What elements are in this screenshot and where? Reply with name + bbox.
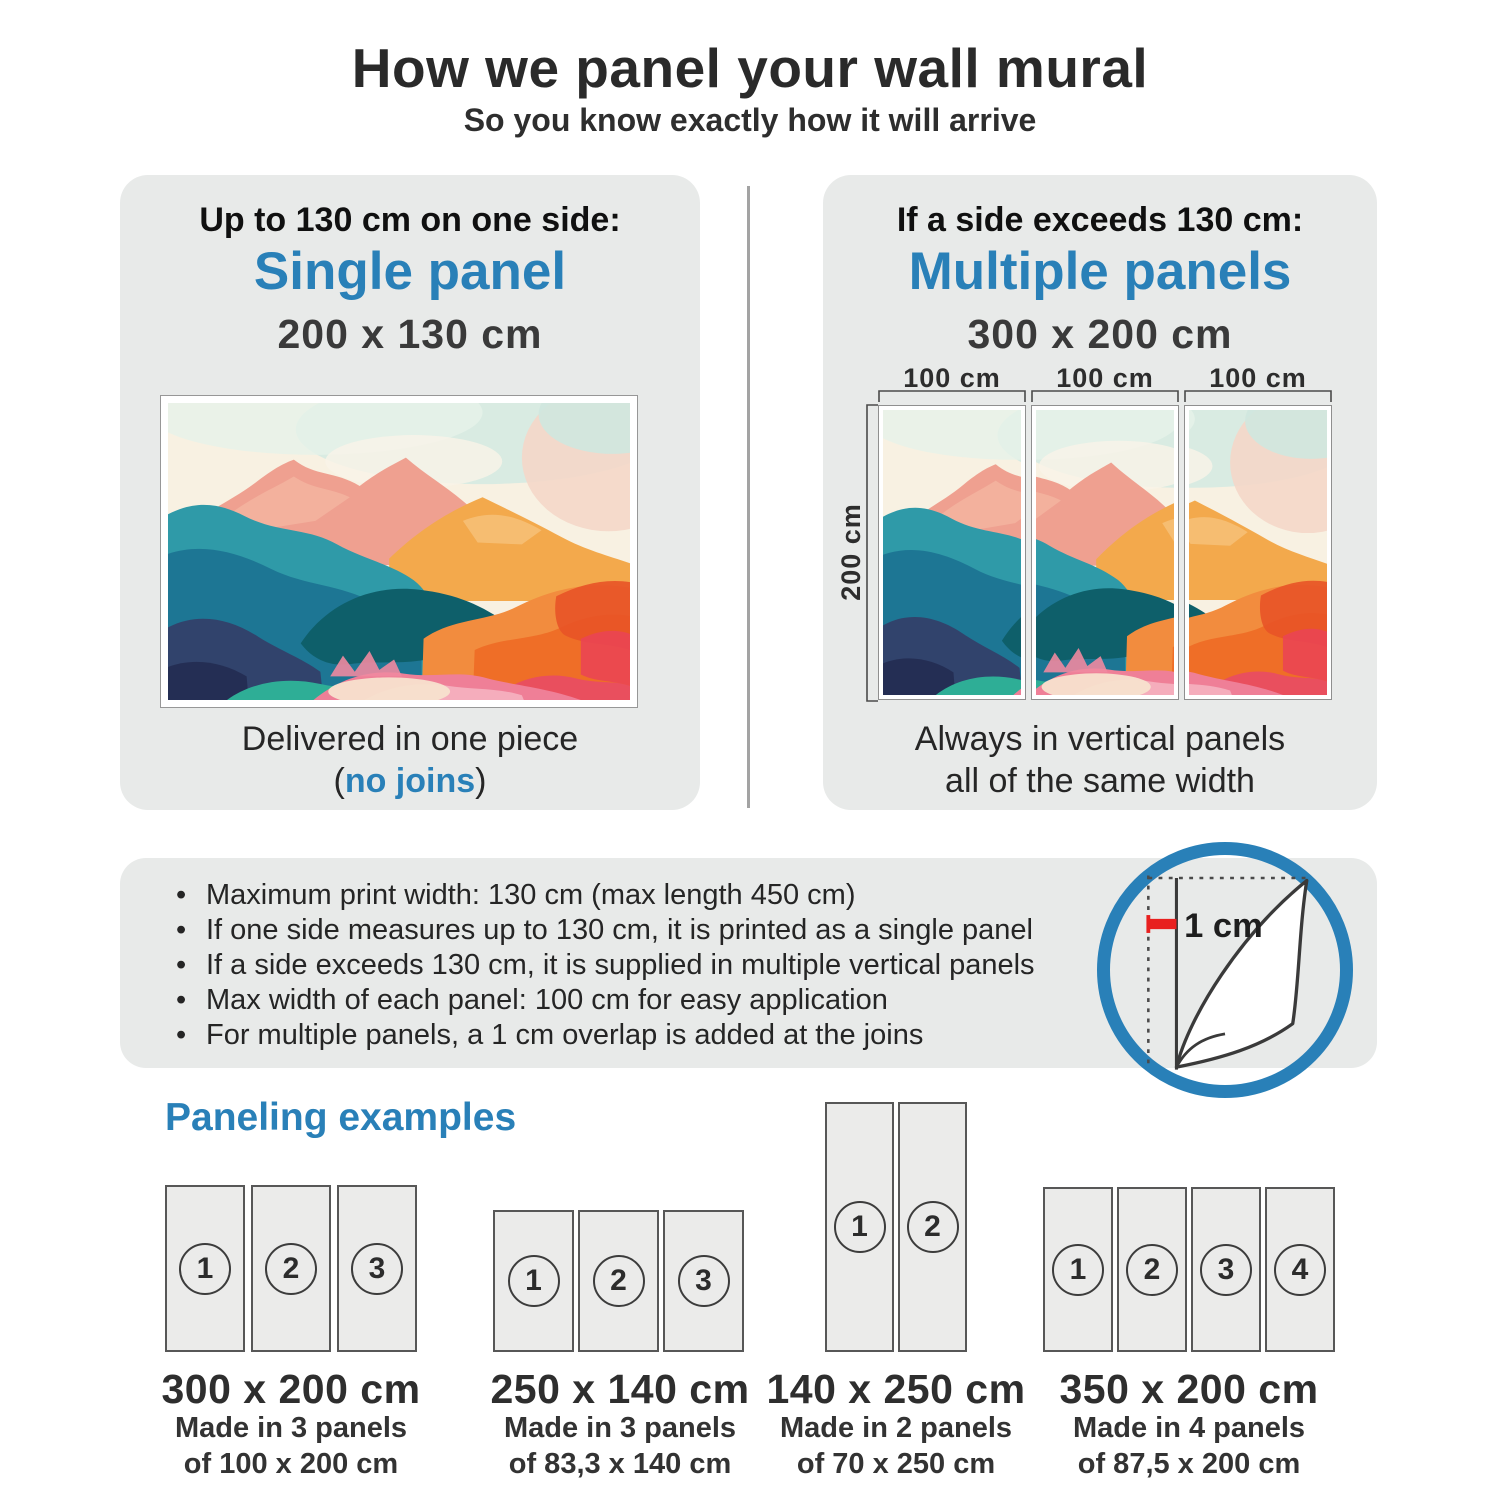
- info-bullet: • For multiple panels, a 1 cm overlap is added at the joins: [176, 1018, 1035, 1053]
- overlap-badge: [1097, 842, 1353, 1098]
- panel-number-badge: 4: [1274, 1244, 1326, 1296]
- example-4-of: of 87,5 x 200 cm: [1077, 1448, 1301, 1480]
- panel-number-badge: 2: [593, 1255, 645, 1307]
- panel-number-badge: 1: [1052, 1244, 1104, 1296]
- mural-panel-3: [1184, 405, 1332, 700]
- width-label-2: 100 cm: [1056, 363, 1154, 393]
- example-3-panel-1: [825, 1102, 894, 1352]
- height-label: 200 cm: [836, 503, 866, 601]
- example-2-description: [504, 1410, 736, 1482]
- example-4-size: 350 x 200 cm: [1059, 1366, 1319, 1412]
- example-1-made: Made in 3 panels: [174, 1412, 408, 1444]
- multiple-panels-condition: If a side exceeds 130 cm:: [896, 201, 1304, 239]
- multiple-panels-caption-line2: all of the same width: [945, 762, 1255, 800]
- example-2-made: Made in 3 panels: [503, 1412, 737, 1444]
- multiple-panels-size: 300 x 200 cm: [967, 311, 1233, 357]
- width-dimension-bracket: [823, 389, 1377, 403]
- multiple-panels-caption-line1: Always in vertical panels: [914, 720, 1286, 758]
- panel-number-badge: 3: [678, 1255, 730, 1307]
- single-panel-size: 200 x 130 cm: [277, 311, 543, 357]
- no-joins-text: no joins: [344, 762, 476, 800]
- example-3-made: Made in 2 panels: [779, 1412, 1013, 1444]
- example-4-description: [1073, 1410, 1305, 1482]
- example-4-panel-3: [1191, 1187, 1261, 1352]
- example-2-of: of 83,3 x 140 cm: [508, 1448, 732, 1480]
- example-4-made: Made in 4 panels: [1072, 1412, 1306, 1444]
- paren-open: (: [333, 762, 345, 800]
- panel-number-badge: 3: [351, 1243, 403, 1295]
- info-bullet-list: [176, 878, 1035, 1053]
- single-panel-condition: Up to 130 cm on one side:: [199, 201, 621, 239]
- single-panel-caption-line1: Delivered in one piece: [241, 720, 579, 758]
- info-bullet: • If one side measures up to 130 cm, it is printed as a single panel: [176, 913, 1035, 948]
- page-curl-icon: [1110, 855, 1340, 1085]
- single-panel-caption-line2: [120, 762, 700, 801]
- mural-slice-3-icon: [1189, 410, 1327, 695]
- example-4-panel-2: [1117, 1187, 1187, 1352]
- mural-slice-1-icon: [883, 410, 1021, 695]
- panel-number-badge: 2: [265, 1243, 317, 1295]
- width-label-3: 100 cm: [1209, 363, 1307, 393]
- example-3-of: of 70 x 250 cm: [796, 1448, 996, 1480]
- example-1-size: 300 x 200 cm: [161, 1366, 421, 1412]
- example-1-panel-3: [337, 1185, 417, 1352]
- page-title: How we panel your wall mural: [351, 37, 1149, 99]
- examples-heading: Paneling examples: [165, 1096, 517, 1139]
- example-4-panel-4: [1265, 1187, 1335, 1352]
- panel-number-badge: 1: [834, 1201, 886, 1253]
- panel-number-badge: 3: [1200, 1244, 1252, 1296]
- info-bullet: • If a side exceeds 130 cm, it is supplied in multiple vertical panels: [176, 948, 1035, 983]
- example-1-panel-2: [251, 1185, 331, 1352]
- example-3-panel-2: [898, 1102, 967, 1352]
- single-panel-mural-image: [160, 395, 638, 708]
- panel-number-badge: 1: [179, 1243, 231, 1295]
- panel-number-badge: 2: [907, 1201, 959, 1253]
- width-label-1: 100 cm: [903, 363, 1001, 393]
- info-bullet: • Max width of each panel: 100 cm for easy application: [176, 983, 1035, 1018]
- example-1-panel-1: [165, 1185, 245, 1352]
- example-2-panel-1: [493, 1210, 574, 1352]
- height-dimension-bracket: [865, 403, 879, 703]
- page-subtitle: So you know exactly how it will arrive: [463, 102, 1037, 138]
- cards-divider: [747, 186, 750, 808]
- paren-close: ): [475, 762, 487, 800]
- info-bullet: • Maximum print width: 130 cm (max length 450 cm): [176, 878, 1035, 913]
- panel-number-badge: 1: [508, 1255, 560, 1307]
- example-1-description: [175, 1410, 407, 1482]
- example-3-size: 140 x 250 cm: [766, 1366, 1026, 1412]
- example-2-panel-3: [663, 1210, 744, 1352]
- example-4-panel-1: [1043, 1187, 1113, 1352]
- mural-artwork-icon: [168, 403, 630, 700]
- example-2-size: 250 x 140 cm: [490, 1366, 750, 1412]
- single-panel-card: [120, 175, 700, 810]
- multiple-panels-heading: Multiple panels: [908, 242, 1292, 301]
- example-3-description: [780, 1410, 1012, 1482]
- multiple-panels-card: [823, 175, 1377, 810]
- example-1-of: of 100 x 200 cm: [183, 1448, 399, 1480]
- mural-slice-2-icon: [1036, 410, 1174, 695]
- mural-panel-2: [1031, 405, 1179, 700]
- panel-number-badge: 2: [1126, 1244, 1178, 1296]
- example-2-panel-2: [578, 1210, 659, 1352]
- single-panel-heading: Single panel: [253, 242, 567, 301]
- mural-panel-1: [878, 405, 1026, 700]
- overlap-label: 1 cm: [1184, 906, 1263, 945]
